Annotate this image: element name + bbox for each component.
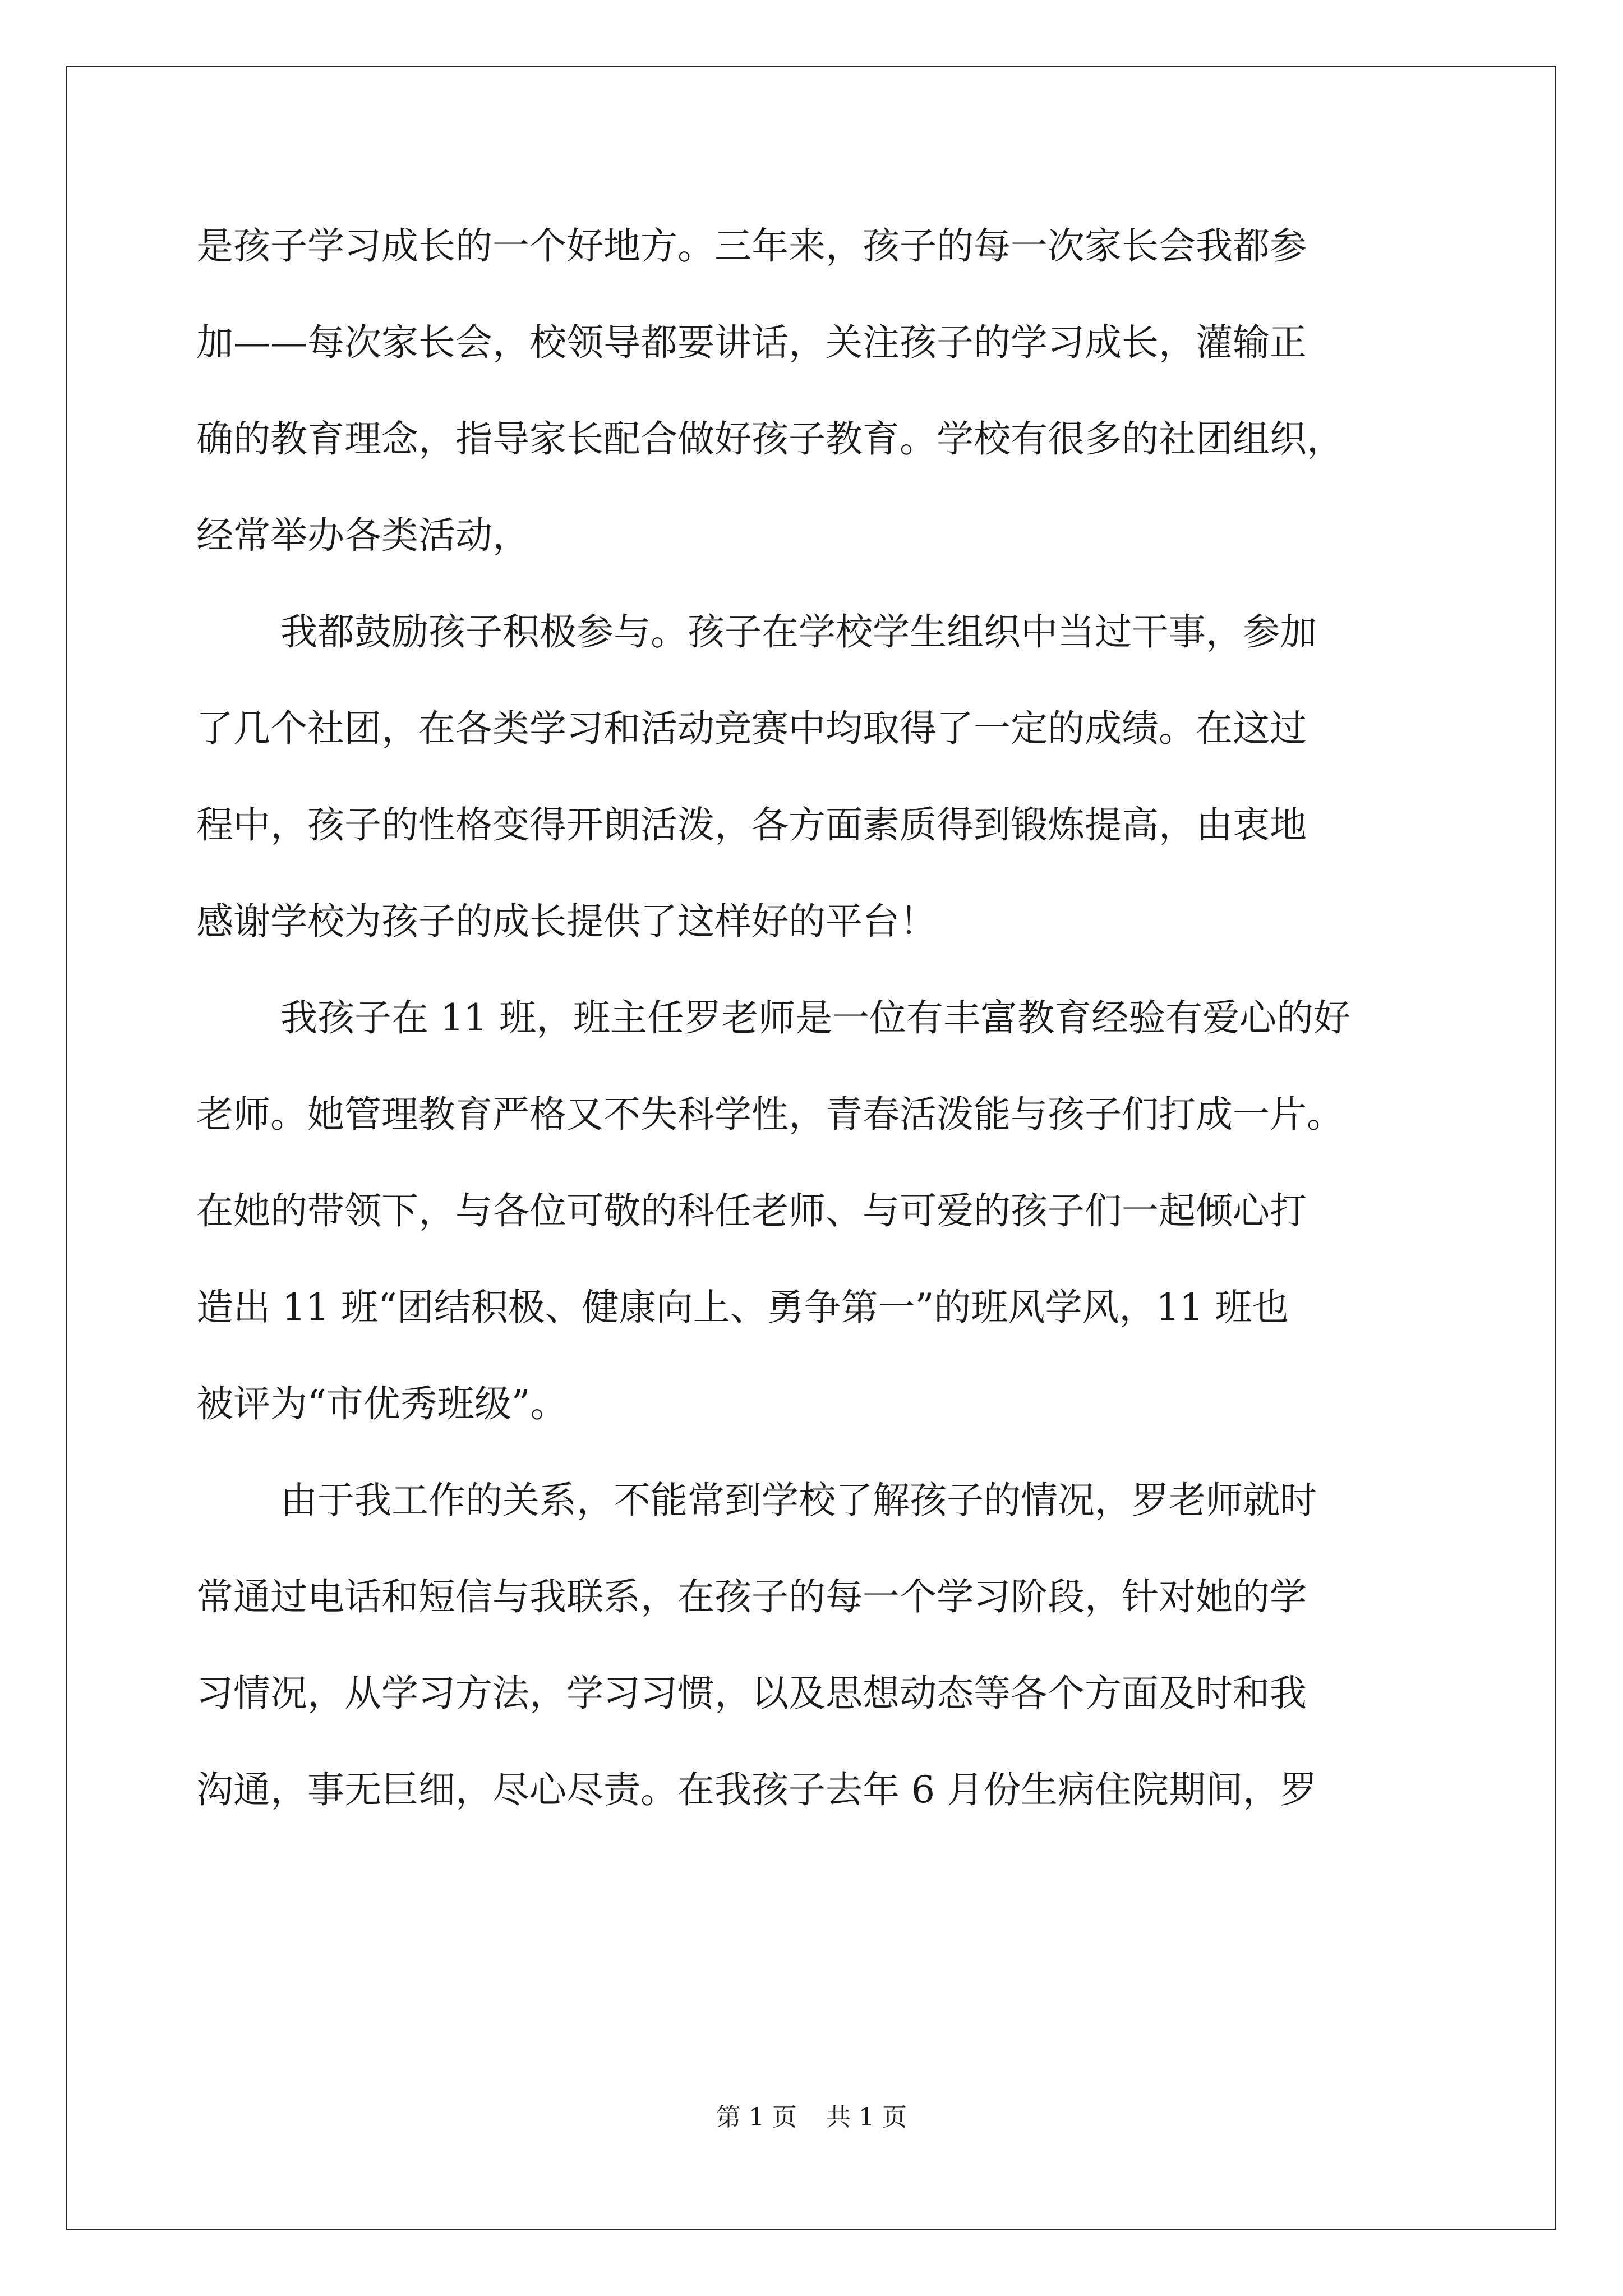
text-line: 了几个社团，在各类学习和活动竞赛中均取得了一定的成绩。在这过	[196, 707, 1307, 750]
page-footer	[0, 2097, 1623, 2133]
text-line: 沟通，事无巨细，尽心尽责。在我孩子去年 6 月份生病住院期间，罗	[196, 1768, 1317, 1811]
paragraph-first-line: 由于我工作的关系，不能常到学校了解孩子的情况，罗老师就时	[280, 1479, 1317, 1522]
text-line: 感谢学校为孩子的成长提供了这样好的平台！	[196, 900, 937, 943]
page-border	[66, 66, 1556, 2230]
text-line: 老师。她管理教育严格又不失科学性，青春活泼能与孩子们打成一片。	[196, 1093, 1344, 1136]
text-line: 加——每次家长会，校领导都要讲话，关注孩子的学习成长，灌输正	[196, 321, 1307, 364]
text-line: 常通过电话和短信与我联系，在孩子的每一个学习阶段，针对她的学	[196, 1575, 1307, 1618]
paragraph-first-line: 我孩子在 11 班，班主任罗老师是一位有丰富教育经验有爱心的好	[280, 996, 1350, 1039]
text-line: 习情况，从学习方法，学习习惯，以及思想动态等各个方面及时和我	[196, 1672, 1307, 1715]
text-line: 被评为“市优秀班级”。	[196, 1382, 568, 1425]
text-line: 是孩子学习成长的一个好地方。三年来，孩子的每一次家长会我都参	[196, 224, 1307, 268]
text-line: 确的教育理念，指导家长配合做好孩子教育。学校有很多的社团组织，	[196, 417, 1344, 461]
text-line: 在她的带领下，与各位可敬的科任老师、与可爱的孩子们一起倾心打	[196, 1189, 1307, 1232]
text-line: 程中，孩子的性格变得开朗活泼，各方面素质得到锻炼提高，由衷地	[196, 803, 1307, 846]
page-number: 第 1 页	[716, 2103, 797, 2132]
text-line: 造出 11 班“团结积极、健康向上、勇争第一”的班风学风，11 班也	[196, 1286, 1289, 1329]
text-line: 经常举办各类活动，	[196, 514, 529, 557]
paragraph-first-line: 我都鼓励孩子积极参与。孩子在学校学生组织中当过干事，参加	[280, 610, 1317, 654]
page-total: 共 1 页	[826, 2103, 907, 2132]
